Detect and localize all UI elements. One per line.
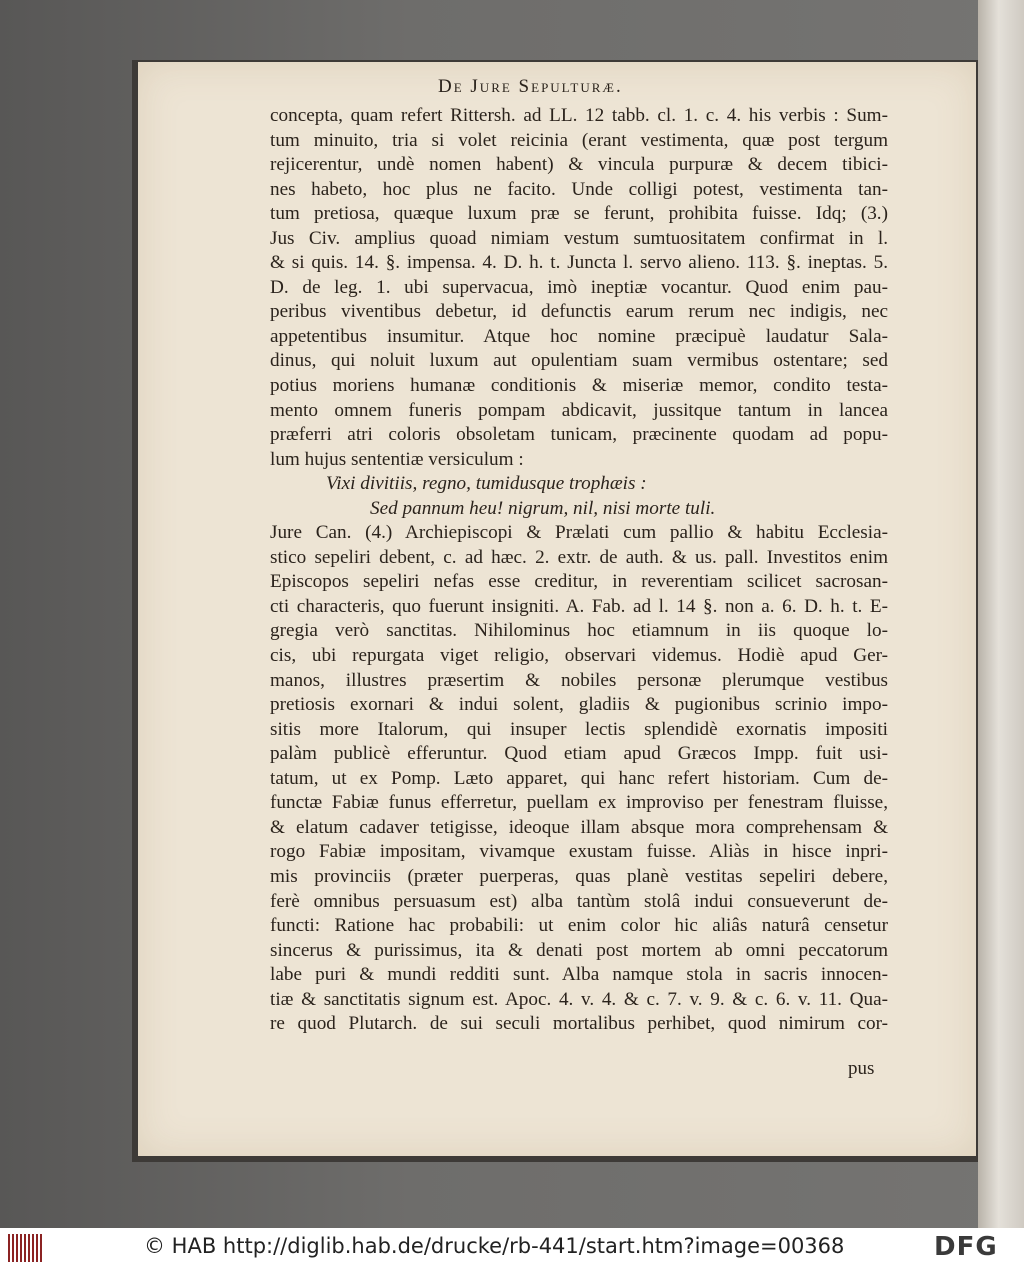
text-block-1 bbox=[270, 104, 888, 472]
text-line: dinus, qui noluit luxum aut opulentiam suam vermibus ostentare; sed bbox=[270, 350, 888, 372]
text-line: nes habeto, hoc plus ne facito. Unde colligi potest, vestimenta tan- bbox=[270, 178, 888, 200]
text-line: sitis more Italorum, qui insuper lectis splendidè exornatis impositi bbox=[270, 718, 888, 740]
text-line: functi: Ratione hac probabili: ut enim color hic aliâs naturâ censetur bbox=[270, 915, 888, 937]
copyright-link[interactable]: © HAB http://diglib.hab.de/drucke/rb-441/start.htm?image=00368 bbox=[144, 1234, 845, 1258]
footer-bar bbox=[0, 1228, 1024, 1268]
book-page bbox=[138, 62, 976, 1156]
verse-line-2: Sed pannum heu! nigrum, nil, nisi morte tuli. bbox=[370, 497, 716, 519]
text-line: functæ Fabiæ funus efferretur, puellam ex improviso per fenestram fluisse, bbox=[270, 792, 888, 814]
text-line: stico sepeliri debent, c. ad hæc. 2. extr. de auth. & us. pall. Investitos enim bbox=[270, 546, 888, 568]
text-line: cti characteris, quo fuerunt insigniti. A. Fab. ad l. 14 §. non a. 6. D. h. t. E- bbox=[270, 595, 888, 617]
text-line: Jure Can. (4.) Archiepiscopi & Prælati cum pallio & habitu Ecclesia- bbox=[270, 522, 888, 544]
text-line: gregia verò sanctitas. Nihilominus hoc etiamnum in iis quoque lo- bbox=[270, 620, 888, 642]
text-line: sincerus & purissimus, ita & denati post mortem ab omni peccatorum bbox=[270, 939, 888, 961]
text-line: pretiosis exornari & indui solent, gladiis & pugionibus scrinio impo- bbox=[270, 694, 888, 716]
running-head: De Jure Sepulturæ. bbox=[438, 76, 623, 97]
text-line: lum hujus sententiæ versiculum : bbox=[270, 448, 524, 470]
text-line: palàm publicè efferuntur. Quod etiam apud Græcos Impp. fuit usi- bbox=[270, 743, 888, 765]
text-line: tatum, ut ex Pomp. Læto apparet, qui hanc refert historiam. Cum de- bbox=[270, 767, 888, 789]
text-line: rogo Fabiæ impositam, vivamque exustam fuisse. Aliàs in hisce inpri- bbox=[270, 841, 888, 863]
text-line: tiæ & sanctitatis signum est. Apoc. 4. v. 4. & c. 7. v. 9. & c. 6. v. 11. Qua- bbox=[270, 988, 888, 1010]
text-line: manos, illustres præsertim & nobiles personæ plerumque vestibus bbox=[270, 669, 888, 691]
text-line: concepta, quam refert Rittersh. ad LL. 12 tabb. cl. 1. c. 4. his verbis : Sum- bbox=[270, 105, 888, 126]
text-block-2 bbox=[270, 521, 888, 1036]
dfg-logo: DFG bbox=[934, 1232, 998, 1262]
text-line: tum minuito, tria si volet reicinia (erant vestimenta, quæ post tergum bbox=[270, 129, 888, 151]
text-line: peribus viventibus debetur, id defunctis earum rerum nec indigis, nec bbox=[270, 301, 888, 323]
hab-barcode-logo bbox=[8, 1234, 44, 1262]
text-line: re quod Plutarch. de sui seculi mortalibus perhibet, quod nimirum cor- bbox=[270, 1013, 888, 1035]
text-line: præferri atri coloris obsoletam tunicam, præcinente quodam ad popu- bbox=[270, 424, 888, 446]
facing-page-edge bbox=[978, 0, 1024, 1228]
text-line: D. de leg. 1. ubi supervacua, imò ineptiæ vocantur. Quod enim pau- bbox=[270, 276, 888, 298]
text-line: mis provinciis (præter puerperas, quas planè vestitas sepeliri debere, bbox=[270, 865, 888, 887]
text-line: mento omnem funeris pompam abdicavit, jussitque tantum in lancea bbox=[270, 399, 888, 421]
text-line: potius moriens humanæ conditionis & miseriæ memor, condito testa- bbox=[270, 375, 888, 397]
page-text bbox=[270, 104, 888, 1037]
catchword: pus bbox=[848, 1058, 875, 1079]
text-line: ferè omnibus persuasum est) alba tantùm stolâ indui consueverunt de- bbox=[270, 890, 888, 912]
text-line: & elatum cadaver tetigisse, ideoque illam absque mora comprehensam & bbox=[270, 816, 888, 838]
text-line: rejicerentur, undè nomen habent) & vincula purpuræ & decem tibici- bbox=[270, 154, 888, 176]
text-line: tum pretiosa, quæque luxum præ se ferunt, prohibita fuisse. Idq; (3.) bbox=[270, 203, 888, 225]
text-line: appetentibus insumitur. Atque hoc nomine præcipuè laudatur Sala- bbox=[270, 325, 888, 347]
text-line: cis, ubi repurgata viget religio, observari videmus. Hodiè apud Ger- bbox=[270, 645, 888, 667]
text-line: & si quis. 14. §. impensa. 4. D. h. t. Juncta l. servo alieno. 113. §. ineptas. 5. bbox=[270, 252, 888, 274]
text-line: Jus Civ. amplius quoad nimiam vestum sumtuositatem confirmat in l. bbox=[270, 227, 888, 249]
text-line: Episcopos sepeliri nefas esse creditur, in reverentiam scilicet sacrosan- bbox=[270, 571, 888, 593]
verse-line-1: Vixi divitiis, regno, tumidusque trophæis : bbox=[326, 473, 647, 495]
text-line: labe puri & mundi redditi sunt. Alba namque stola in sacris innocen- bbox=[270, 964, 888, 986]
